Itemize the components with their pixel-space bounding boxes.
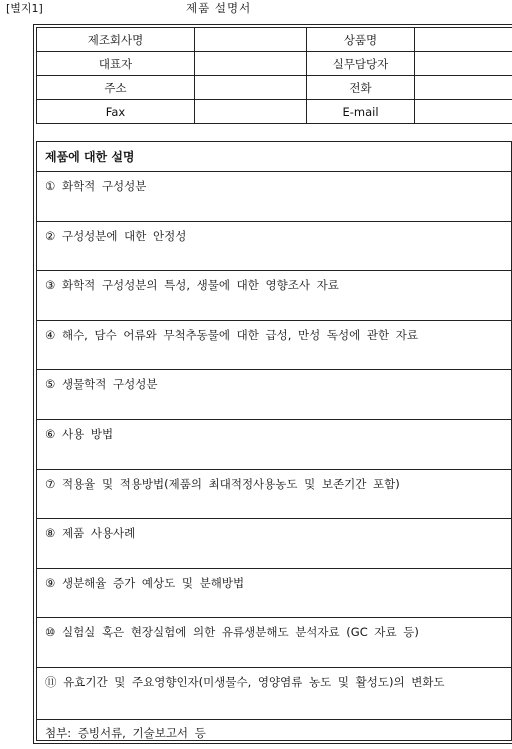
description-item[interactable]: ⑪ 유효기간 및 주요영향인자(미생물수, 영양염류 농도 및 활성도)의 변화도 — [37, 668, 511, 720]
description-item[interactable]: ⑨ 생분해율 증가 예상도 및 분해방법 — [37, 569, 511, 619]
company-info-table — [36, 27, 512, 124]
product-description-section — [36, 141, 512, 741]
description-item[interactable]: ① 화학적 구성성분 — [37, 172, 511, 222]
field-product-name[interactable] — [415, 28, 512, 52]
field-company-name[interactable] — [195, 28, 307, 52]
info-row-address — [37, 76, 512, 100]
label-product-name: 상품명 — [307, 28, 415, 52]
info-row-representative — [37, 52, 512, 76]
attachment-label: [별지1] — [6, 2, 43, 15]
label-contact-person: 실무담당자 — [307, 52, 415, 76]
description-item[interactable]: ③ 화학적 구성성분의 특성, 생물에 대한 영향조사 자료 — [37, 271, 511, 321]
description-item[interactable]: ⑦ 적용율 및 적용방법(제품의 최대적정사용농도 및 보존기간 포함) — [37, 470, 511, 520]
field-representative[interactable] — [195, 52, 307, 76]
field-fax[interactable] — [195, 100, 307, 124]
info-row-fax — [37, 100, 512, 124]
info-row-company — [37, 28, 512, 52]
description-item[interactable]: ⑤ 생물학적 구성성분 — [37, 370, 511, 420]
label-company-name: 제조회사명 — [37, 28, 195, 52]
label-email: E-mail — [307, 100, 415, 124]
field-email[interactable] — [415, 100, 512, 124]
document-title: 제품 설명서 — [186, 1, 252, 15]
field-phone[interactable] — [415, 76, 512, 100]
attachments-note: 첨부: 증빙서류, 기술보고서 등 — [45, 725, 206, 740]
form-container — [33, 24, 512, 744]
description-title: 제품에 대한 설명 — [37, 142, 511, 172]
description-item[interactable]: ⑥ 사용 방법 — [37, 420, 511, 470]
label-fax: Fax — [37, 100, 195, 124]
label-representative: 대표자 — [37, 52, 195, 76]
description-item[interactable]: ② 구성성분에 대한 안정성 — [37, 222, 511, 272]
field-address[interactable] — [195, 76, 307, 100]
label-phone: 전화 — [307, 76, 415, 100]
field-contact-person[interactable] — [415, 52, 512, 76]
description-item[interactable]: ⑧ 제품 사용사례 — [37, 519, 511, 569]
description-item[interactable]: ⑩ 실험실 혹은 현장실험에 의한 유류생분해도 분석자료 (GC 자료 등) — [37, 618, 511, 668]
label-address: 주소 — [37, 76, 195, 100]
description-item[interactable]: ④ 해수, 담수 어류와 무척추동물에 대한 급성, 만성 독성에 관한 자료 — [37, 321, 511, 371]
